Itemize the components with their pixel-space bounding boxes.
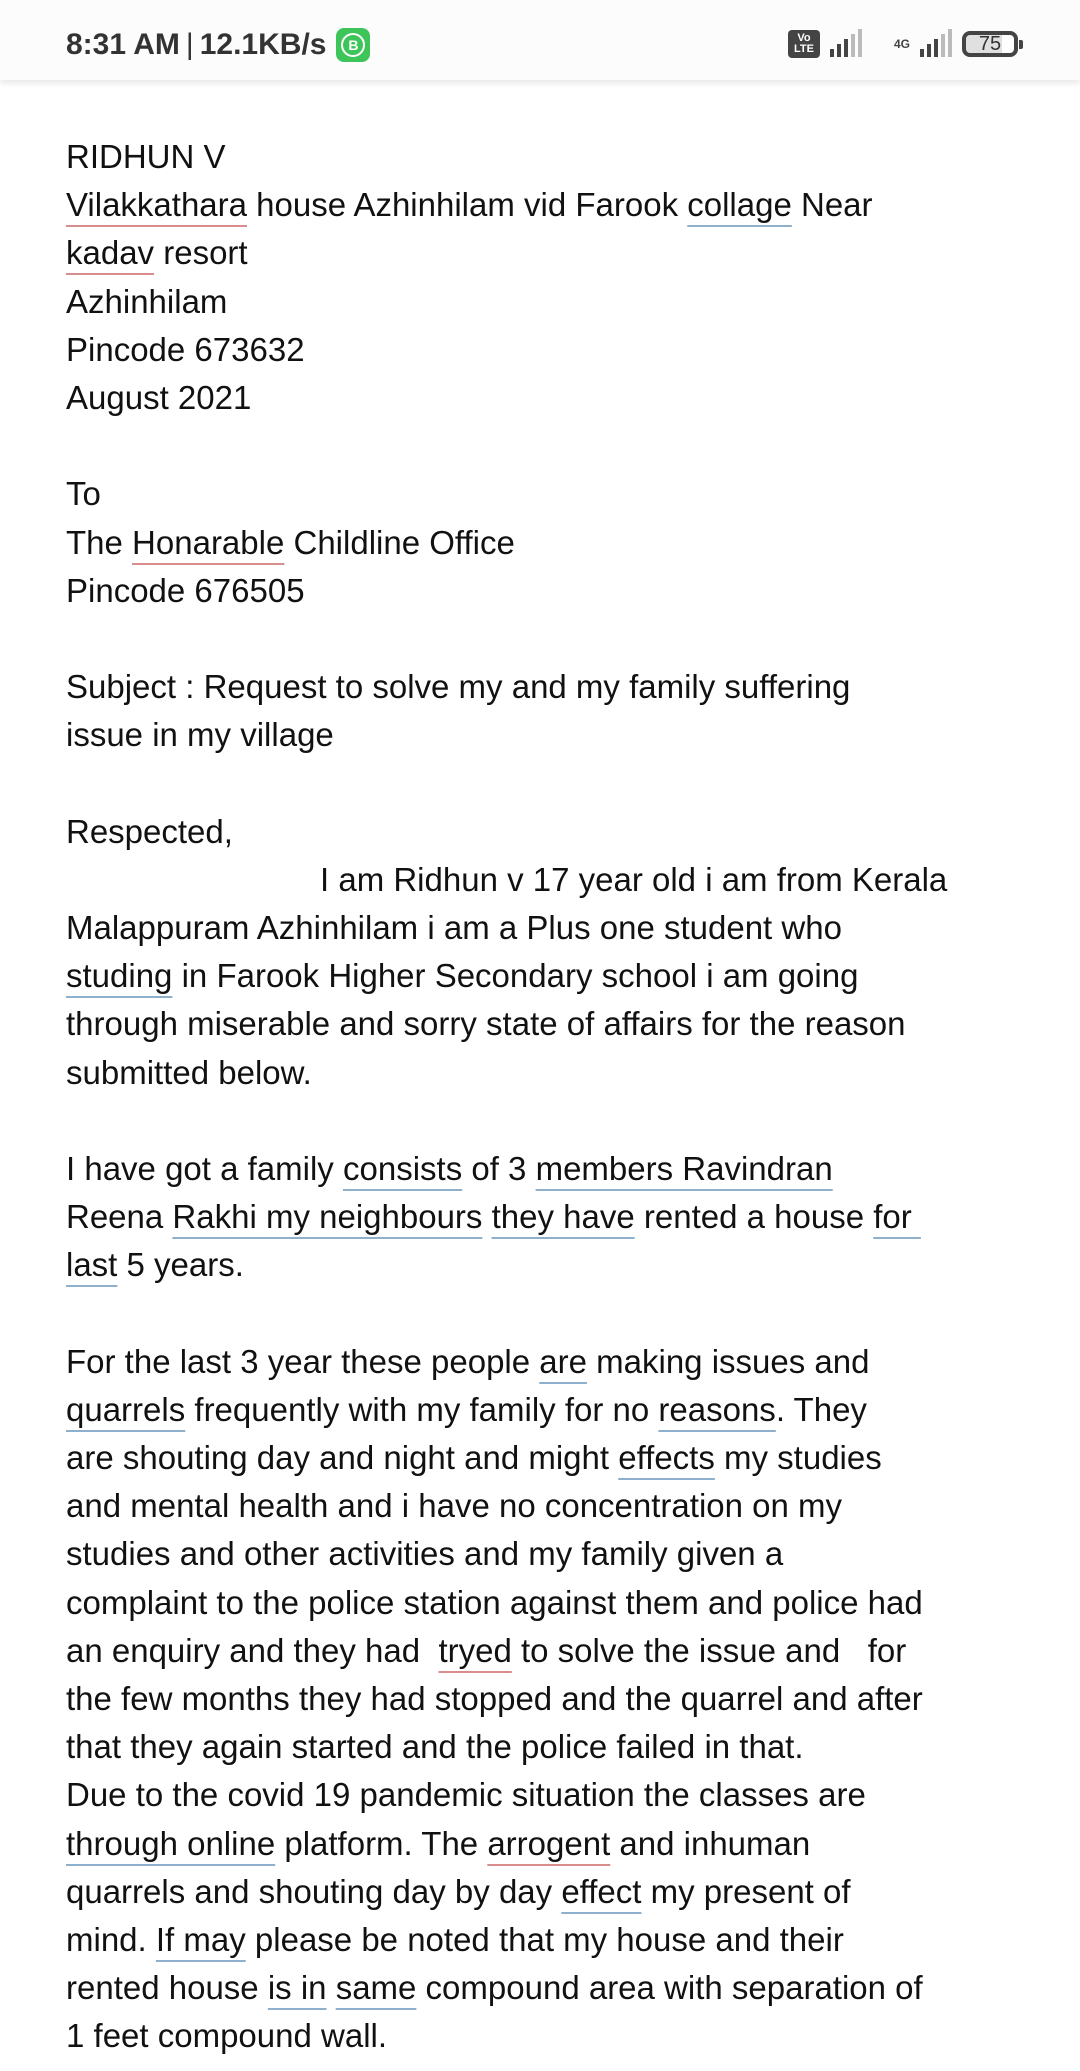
text-segment: are shouting day and night and might — [66, 1439, 619, 1477]
text-line — [66, 1434, 1026, 1482]
text-line — [66, 2012, 1026, 2060]
text-segment: . They — [775, 1390, 867, 1428]
text-segment: house Azhinhilam vid Farook — [247, 186, 688, 224]
text-segment: August 2021 — [66, 378, 252, 416]
text-segment: compound area with separation of — [416, 1969, 923, 2007]
text-segment: To — [66, 475, 101, 513]
spelling-flagged-word[interactable]: tryed — [438, 1631, 512, 1669]
text-line — [66, 904, 1026, 952]
text-segment: of 3 — [462, 1149, 536, 1187]
text-line — [66, 278, 1026, 326]
signal-icon-sim2 — [920, 31, 952, 57]
text-line — [66, 1193, 1026, 1241]
text-line — [66, 1723, 1026, 1771]
text-segment: studies and other activities and my family given a — [66, 1535, 784, 1573]
text-segment: I have got a family — [66, 1149, 343, 1187]
grammar-flagged-phrase[interactable]: members Ravindran — [535, 1149, 833, 1187]
text-line — [66, 1627, 1026, 1675]
spelling-flagged-word[interactable]: Vilakkathara — [66, 186, 248, 224]
text-line — [66, 229, 1026, 277]
text-segment: resort — [154, 234, 248, 272]
text-segment: Due to the covid 19 pandemic situation the classes are — [66, 1776, 866, 1814]
text-line — [66, 1964, 1026, 2012]
text-segment: my present of — [641, 1872, 851, 1910]
text-segment — [482, 1198, 491, 1235]
grammar-flagged-phrase[interactable]: If may — [155, 1920, 246, 1958]
blank-line — [66, 615, 1026, 663]
text-segment — [327, 1969, 336, 2006]
text-line — [66, 567, 1026, 615]
text-line — [66, 1241, 1026, 1289]
text-line — [66, 1868, 1026, 1916]
blank-line — [66, 759, 1026, 807]
text-line — [66, 952, 1026, 1000]
grammar-flagged-phrase[interactable]: for — [873, 1198, 921, 1236]
status-left — [66, 28, 370, 62]
text-segment: RIDHUN V — [66, 138, 226, 175]
text-segment: Azhinhilam — [66, 282, 228, 320]
text-line — [66, 1482, 1026, 1530]
text-segment: please be noted that my house and their — [245, 1920, 844, 1958]
grammar-flagged-phrase[interactable]: reasons — [658, 1390, 776, 1428]
text-segment: Reena — [66, 1198, 173, 1236]
text-line — [66, 1386, 1026, 1434]
text-line — [66, 470, 1026, 518]
whatsapp-business-icon — [336, 28, 370, 62]
text-segment: an enquiry and they had — [66, 1631, 439, 1669]
text-line — [66, 711, 1026, 759]
network-type-4g: 4G — [893, 37, 910, 51]
text-segment: mind. — [66, 1920, 156, 1958]
text-segment: and inhuman — [610, 1824, 811, 1862]
spelling-flagged-word[interactable]: kadav — [66, 234, 155, 272]
grammar-flagged-phrase[interactable]: studing — [66, 957, 173, 995]
text-segment: through miserable and sorry state of affairs for the reason — [66, 1005, 906, 1043]
text-line — [66, 663, 1026, 711]
grammar-flagged-phrase[interactable]: same — [335, 1969, 417, 2007]
text-segment: platform. The — [275, 1824, 488, 1862]
letter-document[interactable] — [66, 133, 1026, 2061]
text-line — [66, 1145, 1026, 1193]
grammar-flagged-phrase[interactable]: is in — [267, 1969, 327, 2007]
text-line — [66, 1530, 1026, 1578]
text-segment: The — [66, 523, 133, 561]
text-segment: Pincode 673632 — [66, 330, 305, 368]
grammar-flagged-phrase[interactable]: through online — [66, 1824, 276, 1862]
grammar-flagged-phrase[interactable]: collage — [687, 186, 792, 224]
text-line — [66, 1820, 1026, 1868]
text-line — [66, 1771, 1026, 1819]
grammar-flagged-phrase[interactable]: quarrels — [66, 1390, 186, 1428]
text-segment: rented a house — [634, 1198, 874, 1236]
battery-icon — [962, 31, 1018, 57]
spelling-flagged-word[interactable]: Honarable — [132, 523, 285, 561]
blank-line — [66, 1097, 1026, 1145]
blank-line — [66, 1290, 1026, 1338]
text-line — [66, 1916, 1026, 1964]
grammar-flagged-phrase[interactable]: Rakhi my neighbours — [172, 1198, 483, 1236]
text-line — [66, 519, 1026, 567]
text-line — [66, 856, 1026, 904]
text-line — [66, 1049, 1026, 1097]
separator: | — [185, 28, 194, 61]
text-segment: rented house — [66, 1969, 268, 2007]
text-segment: Subject : Request to solve my and my family suffering — [66, 668, 851, 706]
text-line — [66, 326, 1026, 374]
text-segment: I am Ridhun v 17 year old i am from Kerala — [320, 860, 948, 898]
text-segment: making issues and — [586, 1342, 870, 1380]
grammar-flagged-phrase[interactable]: consists — [342, 1149, 463, 1187]
text-line — [66, 374, 1026, 422]
blank-line — [66, 422, 1026, 470]
spelling-flagged-word[interactable]: arrogent — [487, 1824, 611, 1862]
text-line — [66, 1338, 1026, 1386]
battery-level: 75 — [978, 33, 1002, 55]
grammar-flagged-phrase[interactable]: they have — [491, 1198, 635, 1236]
text-segment: submitted below. — [66, 1053, 312, 1091]
text-segment: Near — [791, 186, 873, 224]
whatsapp-business-letter: B — [341, 33, 365, 57]
status-bar — [0, 0, 1080, 80]
grammar-flagged-phrase[interactable]: last — [66, 1246, 118, 1284]
text-line — [66, 1675, 1026, 1723]
text-segment: Respected, — [66, 812, 233, 850]
grammar-flagged-phrase[interactable]: effects — [618, 1439, 715, 1477]
text-segment: my studies — [714, 1439, 882, 1477]
text-segment: the few months they had stopped and the quarrel and after — [66, 1680, 923, 1717]
grammar-flagged-phrase[interactable]: are — [539, 1342, 587, 1380]
text-segment: Childline Office — [284, 523, 515, 561]
volte-icon: Vo LTE — [788, 30, 820, 58]
text-segment: For the last 3 year these people — [66, 1342, 540, 1380]
text-segment: 5 years. — [117, 1246, 244, 1284]
text-segment: complaint to the police station against them and police had — [66, 1583, 923, 1621]
text-segment: and mental health and i have no concentration on my — [66, 1487, 843, 1525]
text-line — [66, 1000, 1026, 1048]
text-segment: to solve the issue and for — [511, 1631, 907, 1669]
status-right — [788, 30, 1018, 58]
text-line — [66, 133, 1026, 181]
signal-icon-sim1 — [830, 31, 862, 57]
clock: 8:31 AM — [66, 28, 180, 61]
text-segment: in Farook Higher Secondary school i am going — [172, 957, 859, 995]
text-segment: Malappuram Azhinhilam i am a Plus one student who — [66, 909, 842, 946]
text-line — [66, 1579, 1026, 1627]
text-line — [66, 808, 1026, 856]
text-segment: Pincode 676505 — [66, 571, 305, 609]
network-speed: 12.1KB/s — [199, 28, 327, 61]
text-line — [66, 181, 1026, 229]
grammar-flagged-phrase[interactable]: effect — [561, 1872, 642, 1910]
text-segment: that they again started and the police failed in that. — [66, 1728, 804, 1766]
text-segment: quarrels and shouting day by day — [66, 1872, 562, 1910]
text-segment: frequently with my family for no — [185, 1390, 659, 1428]
text-segment: issue in my village — [66, 716, 334, 754]
text-segment: 1 feet compound wall. — [66, 2017, 388, 2055]
